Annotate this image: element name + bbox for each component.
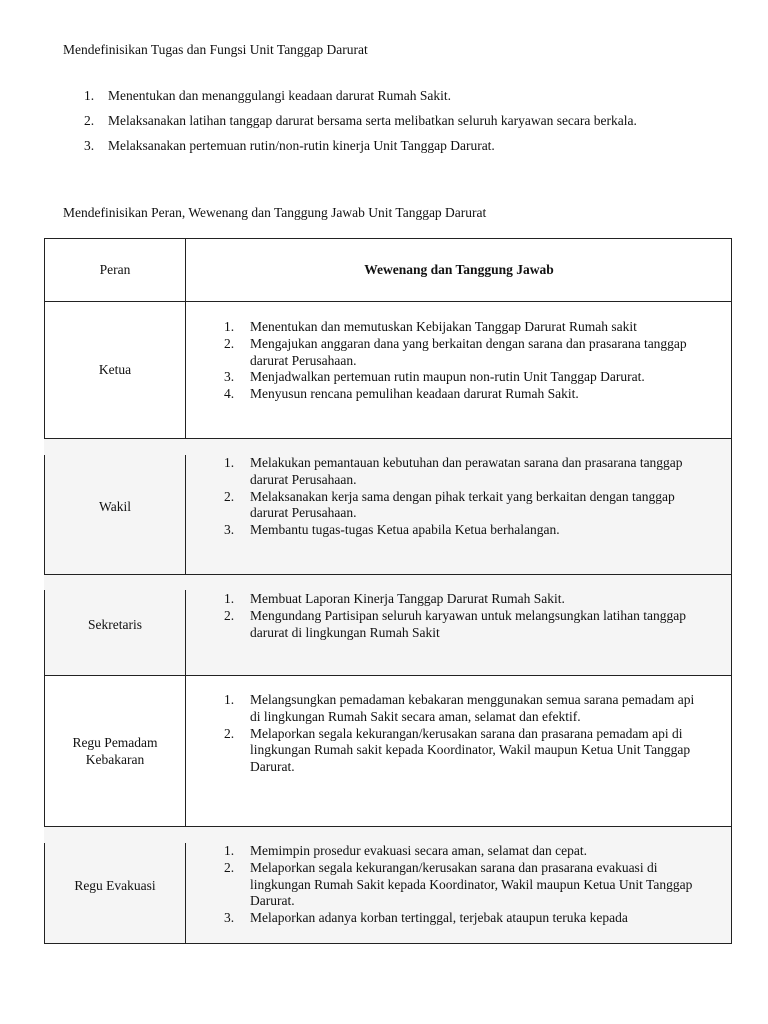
role-cell: Regu Pemadam Kebakaran	[72, 734, 158, 767]
list-text: Menyusun rencana pemulihan keadaan darurat Rumah Sakit.	[250, 386, 579, 402]
duty-list	[224, 319, 704, 403]
list-number: 3.	[224, 522, 235, 538]
list-number: 1.	[224, 591, 235, 606]
table-border	[44, 455, 45, 574]
list-text: Melaksanakan pertemuan rutin/non-rutin kinerja Unit Tanggap Darurat.	[108, 138, 495, 153]
list-item	[224, 522, 704, 539]
list-text: Membantu tugas-tugas Ketua apabila Ketua berhalangan.	[250, 522, 560, 538]
list-item	[224, 726, 704, 776]
list-item	[224, 591, 704, 608]
list-number: 2.	[224, 859, 235, 875]
list-number: 3.	[84, 138, 95, 153]
list-item	[224, 843, 704, 860]
list-item	[224, 608, 704, 642]
list-item	[72, 83, 692, 108]
list-item	[72, 133, 692, 158]
table-border	[185, 590, 186, 826]
duties-cell	[186, 826, 732, 944]
list-number: 2.	[224, 725, 235, 741]
table-row	[44, 438, 732, 574]
table-row	[44, 826, 732, 944]
header-role-cell: Peran	[99, 262, 131, 277]
duties-cell	[186, 675, 732, 826]
list-number: 1.	[224, 319, 235, 334]
duties-cell	[186, 438, 732, 574]
table-border	[44, 826, 732, 827]
duties-cell	[186, 301, 732, 438]
table-row	[44, 574, 732, 675]
duty-list	[224, 843, 704, 927]
list-text: Melaporkan segala kekurangan/kerusakan sarana dan prasarana pemadam api di lingkungan Rumah sakit kepada Koordinator, Wakil maupun Ketua Unit Tanggap Darurat.	[250, 725, 691, 775]
table-border	[44, 590, 45, 826]
list-number: 3.	[224, 369, 235, 385]
section-heading-duties: Mendefinisikan Tugas dan Fungsi Unit Tanggap Darurat	[63, 42, 368, 57]
list-item	[224, 489, 704, 523]
list-text: Menentukan dan menanggulangi keadaan darurat Rumah Sakit.	[108, 88, 452, 103]
table-border	[44, 675, 732, 676]
list-item	[224, 455, 704, 489]
list-text: Melangsungkan pemadaman kebakaran menggunakan semua sarana pemadam api di lingkungan Rumah Sakit secara aman, selamat dan efektif.	[250, 692, 695, 724]
table-row	[44, 675, 732, 826]
duty-list	[224, 692, 704, 776]
list-item	[72, 108, 692, 133]
list-number: 2.	[84, 113, 95, 128]
list-text: Menjadwalkan pertemuan rutin maupun non-rutin Unit Tanggap Darurat.	[250, 369, 645, 385]
list-text: Melaporkan adanya korban tertinggal, terjebak ataupun teruka kepada	[250, 910, 628, 926]
table-border	[44, 574, 732, 575]
table-border	[185, 455, 186, 574]
duties-cell	[186, 574, 732, 675]
table-border	[44, 238, 732, 239]
header-duties-cell	[186, 238, 732, 301]
table-border	[44, 301, 732, 302]
list-text: Mengajukan anggaran dana yang berkaitan dengan sarana dan prasarana tanggap darurat Perusahaan.	[250, 335, 687, 368]
duty-list	[224, 455, 704, 539]
list-item	[224, 369, 704, 386]
list-text: Menentukan dan memutuskan Kebijakan Tanggap Darurat Rumah sakit	[250, 319, 637, 334]
list-number: 2.	[224, 335, 235, 351]
list-text: Memimpin prosedur evakuasi secara aman, selamat dan cepat.	[250, 843, 587, 858]
list-text: Membuat Laporan Kinerja Tanggap Darurat Rumah Sakit.	[250, 591, 565, 606]
list-text: Melaksanakan latihan tanggap darurat bersama serta melibatkan seluruh karyawan secara berkala.	[108, 113, 637, 128]
list-number: 1.	[84, 88, 95, 103]
header-duties-title: Wewenang dan Tanggung Jawab	[364, 262, 554, 277]
duty-list	[224, 591, 704, 641]
table-border	[44, 438, 732, 439]
list-number: 2.	[224, 607, 235, 623]
duties-list	[72, 83, 692, 158]
list-number: 1.	[224, 843, 235, 858]
list-text: Mengundang Partisipan seluruh karyawan untuk melangsungkan latihan tanggap darurat di lingkungan Rumah Sakit	[250, 607, 687, 640]
section-heading-roles: Mendefinisikan Peran, Wewenang dan Tanggung Jawab Unit Tanggap Darurat	[63, 205, 487, 220]
table-border	[185, 843, 186, 944]
table-header-row	[44, 238, 732, 301]
list-item	[224, 910, 704, 927]
list-number: 2.	[224, 488, 235, 504]
table-row	[44, 301, 732, 438]
list-number: 1.	[224, 455, 235, 470]
list-text: Melaksanakan kerja sama dengan pihak terkait yang berkaitan dengan tanggap darurat Perusahaan.	[250, 488, 675, 521]
table-border	[44, 843, 45, 944]
list-text: Melaporkan segala kekurangan/kerusakan sarana dan prasarana evakuasi di lingkungan Rumah Sakit kepada Koordinator, Wakil maupun Ketua Unit Tanggap Darurat.	[250, 859, 693, 909]
role-cell: Regu Evakuasi	[74, 877, 156, 893]
list-text: Melakukan pemantauan kebutuhan dan perawatan sarana dan prasarana tanggap darurat Perusahaan.	[250, 455, 683, 487]
list-number: 3.	[224, 910, 235, 926]
list-item	[224, 319, 704, 336]
table-border	[44, 943, 732, 944]
table-border	[731, 238, 732, 944]
list-item	[224, 336, 704, 370]
table-border	[185, 238, 186, 438]
table-border	[44, 238, 45, 438]
list-item	[224, 860, 704, 910]
list-number: 4.	[224, 386, 235, 402]
list-number: 1.	[224, 692, 235, 707]
list-item	[224, 386, 704, 403]
roles-table	[44, 238, 732, 944]
role-cell: Wakil	[99, 498, 131, 514]
role-cell: Ketua	[98, 362, 132, 377]
role-cell: Sekretaris	[88, 617, 142, 632]
list-item	[224, 692, 704, 726]
